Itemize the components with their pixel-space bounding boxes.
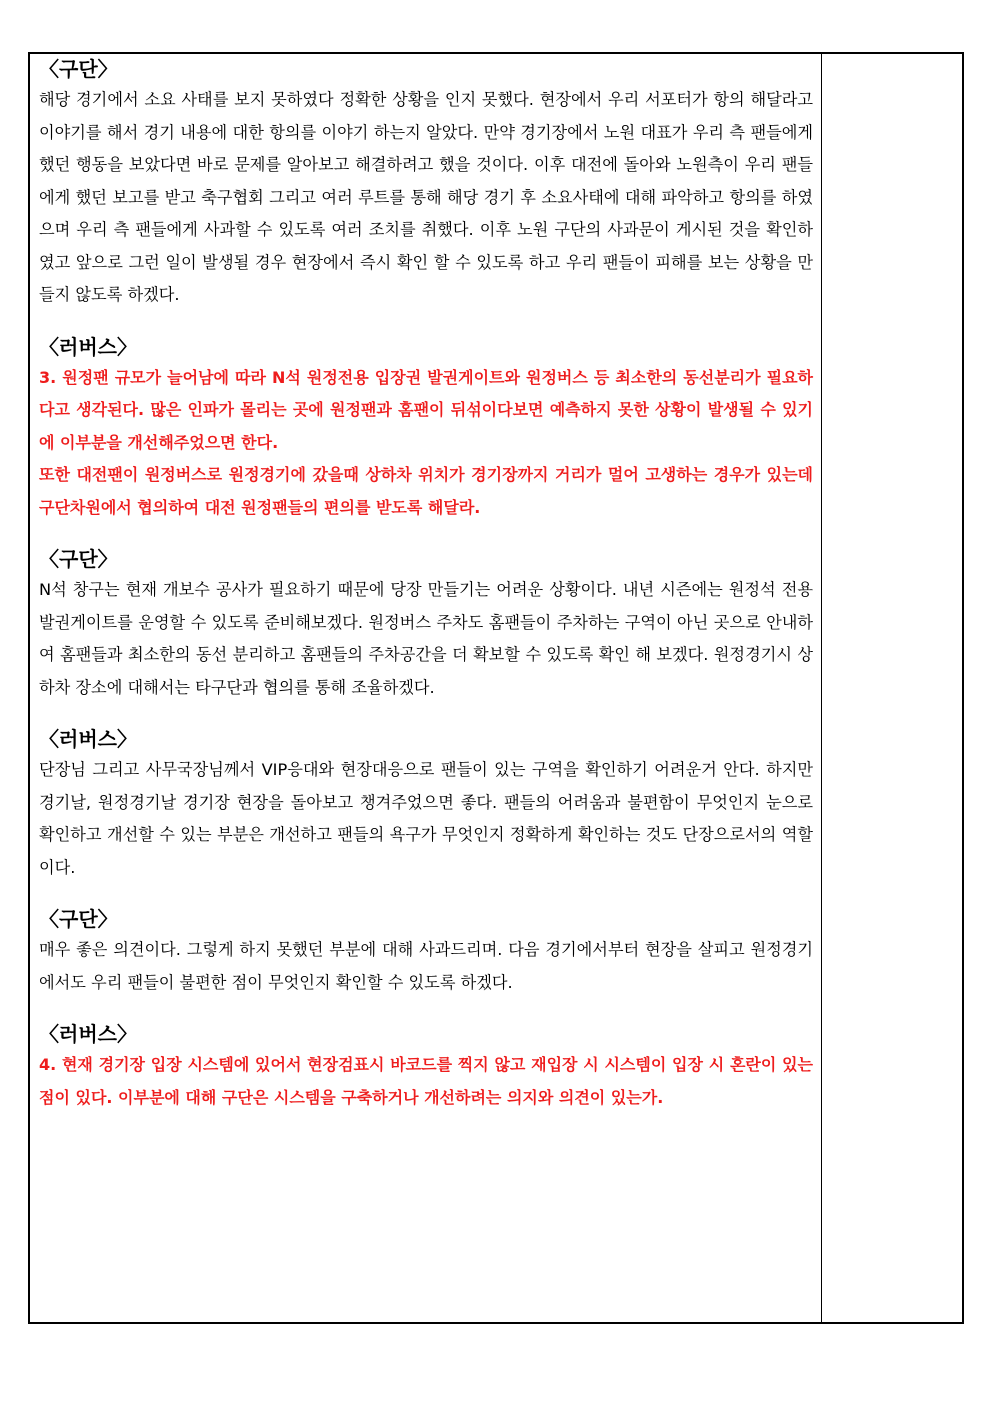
content-cell [30, 54, 822, 1322]
question-text-2: 또한 대전팬이 원정버스로 원정경기에 갔을때 상하차 위치가 경기장까지 거리가 멀어 고생하는 경우가 있는데 구단차원에서 협의하여 대전 원정팬들의 편의를 받도록 해달라. [39, 465, 813, 517]
section-club-2 [39, 544, 813, 704]
section-heading: 〈러버스〉 [39, 1022, 137, 1046]
section-text: 단장님 그리고 사무국장님께서 VIP응대와 현장대응으로 팬들이 있는 구역을 확인하기 어려운거 안다. 하지만 경기날, 원정경기날 경기장 현장을 돌아보고 챙겨주었으면 좋다. 팬들의 어려움과 불편함이 무엇인지 눈으로 확인하고 개선할 수 있는 부분은 개선하고 팬들의 욕구가 무엇인지 정확하게 확인하는 것도 단장으로서의 역할이다. [39, 760, 813, 877]
section-club-3 [39, 904, 813, 999]
section-lovers-3 [39, 1019, 813, 1114]
question-text: 4. 현재 경기장 입장 시스템에 있어서 현장검표시 바코드를 찍지 않고 재입장 시 시스템이 입장 시 혼란이 있는 점이 있다. 이부분에 대해 구단은 시스템을 구축하거나 개선하려는 의지와 의견이 있는가. [39, 1055, 813, 1107]
section-heading: 〈구단〉 [39, 907, 118, 931]
section-text: N석 창구는 현재 개보수 공사가 필요하기 때문에 당장 만들기는 어려운 상황이다. 내년 시즌에는 원정석 전용 발권게이트를 운영할 수 있도록 준비해보겠다. 원정버스 주차도 홈팬들이 주차하는 구역이 아닌 곳으로 안내하여 홈팬들과 최소한의 동선 분리하고 홈팬들의 주차공간을 더 확보할 수 있도록 확인 해 보겠다. 원정경기시 상하차 장소에 대해서는 타구단과 협의를 통해 조율하겠다. [39, 580, 813, 697]
minutes-table [28, 52, 964, 1324]
section-text: 해당 경기에서 소요 사태를 보지 못하였다 정확한 상황을 인지 못했다. 현장에서 우리 서포터가 항의 해달라고 이야기를 해서 경기 내용에 대한 항의를 이야기 하는지 알았다. 만약 경기장에서 노원 대표가 우리 측 팬들에게 했던 행동을 보았다면 바로 문제를 알아보고 해결하려고 했을 것이다. 이후 대전에 돌아와 노원측이 우리 팬들에게 했던 보고를 받고 축구협회 그리고 여러 루트를 통해 해당 경기 후 소요사태에 대해 파악하고 항의를 하였으며 우리 측 팬들에게 사과할 수 있도록 여러 조치를 취했다. 이후 노원 구단의 사과문이 게시된 것을 확인하였고 앞으로 그런 일이 발생될 경우 현장에서 즉시 확인 할 수 있도록 하고 우리 팬들이 피해를 보는 상황을 만들지 않도록 하겠다. [39, 90, 813, 304]
section-lovers-1 [39, 332, 813, 525]
question-text: 3. 원정팬 규모가 늘어남에 따라 N석 원정전용 입장권 발권게이트와 원정버스 등 최소한의 동선분리가 필요하다고 생각된다. 많은 인파가 몰리는 곳에 원정팬과 홈팬이 뒤섞이다보면 예측하지 못한 상황이 발생될 수 있기에 이부분을 개선해주었으면 한다. [39, 367, 813, 452]
section-heading: 〈러버스〉 [39, 334, 137, 359]
section-heading: 〈구단〉 [39, 547, 118, 571]
section-lovers-2 [39, 724, 813, 884]
section-club-1 [39, 54, 813, 312]
section-text: 매우 좋은 의견이다. 그렇게 하지 못했던 부분에 대해 사과드리며. 다음 경기에서부터 현장을 살피고 원정경기에서도 우리 팬들이 불편한 점이 무엇인지 확인할 수 있도록 하겠다. [39, 940, 813, 992]
section-heading: 〈구단〉 [39, 57, 118, 81]
section-heading: 〈러버스〉 [39, 727, 137, 751]
empty-side-cell [822, 54, 962, 1322]
